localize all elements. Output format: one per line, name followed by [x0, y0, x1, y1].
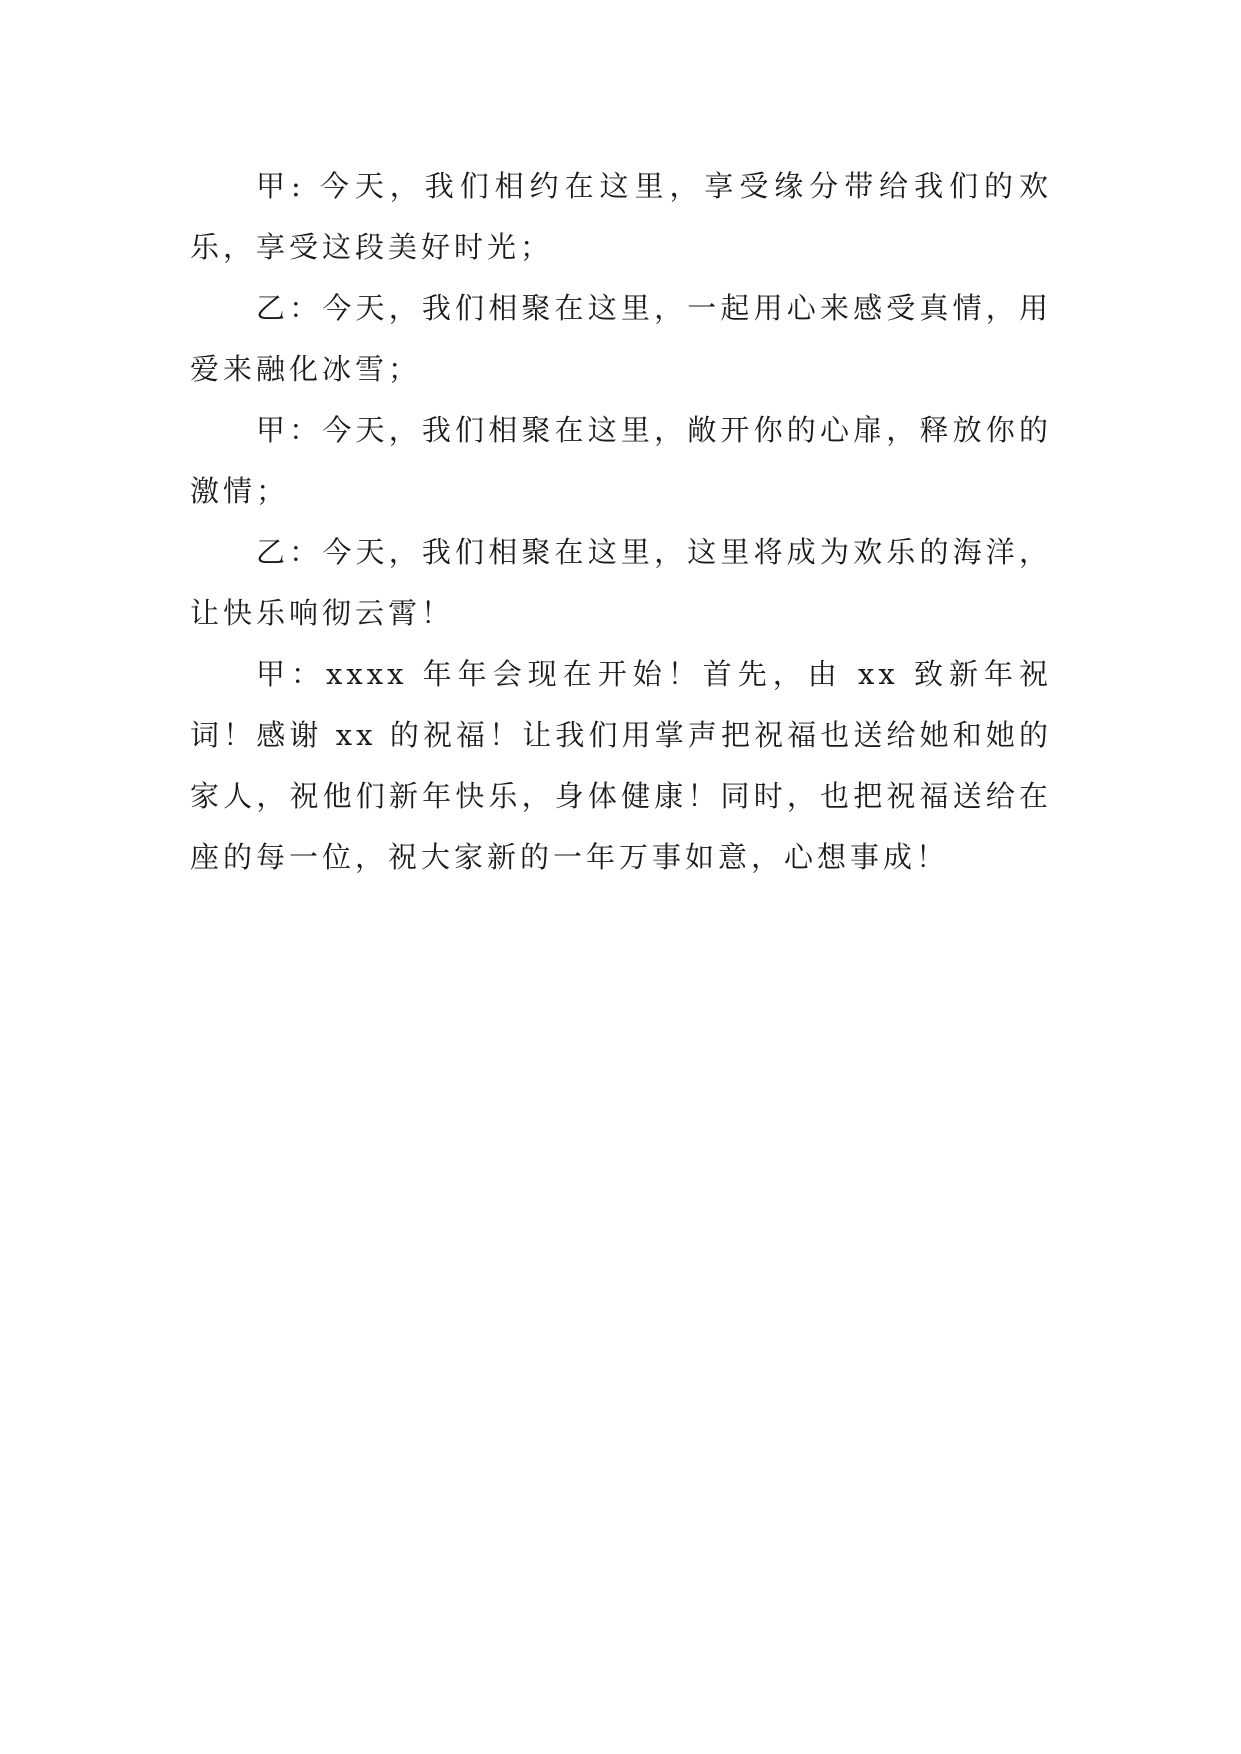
paragraph: 甲：今天，我们相聚在这里，敞开你的心扉，释放你的激情； — [190, 413, 1052, 508]
paragraph: 甲：xxxx 年年会现在开始！首先，由 xx 致新年祝词！感谢 xx 的祝福！让我们用掌声把祝福也送给她和她的家人，祝他们新年快乐，身体健康！同时，也把祝福送给在座的每一位，祝大家新的一年万事如意，心想事成！ — [190, 657, 1052, 874]
paragraph: 甲: 今天，我们相约在这里，享受缘分带给我们的欢乐，享受这段美好时光； — [190, 169, 1052, 264]
document-body — [190, 156, 1052, 888]
paragraph: 乙：今天，我们相聚在这里，一起用心来感受真情，用爱来融化冰雪； — [190, 291, 1052, 386]
paragraph: 乙：今天，我们相聚在这里，这里将成为欢乐的海洋，让快乐响彻云霄！ — [190, 535, 1052, 630]
